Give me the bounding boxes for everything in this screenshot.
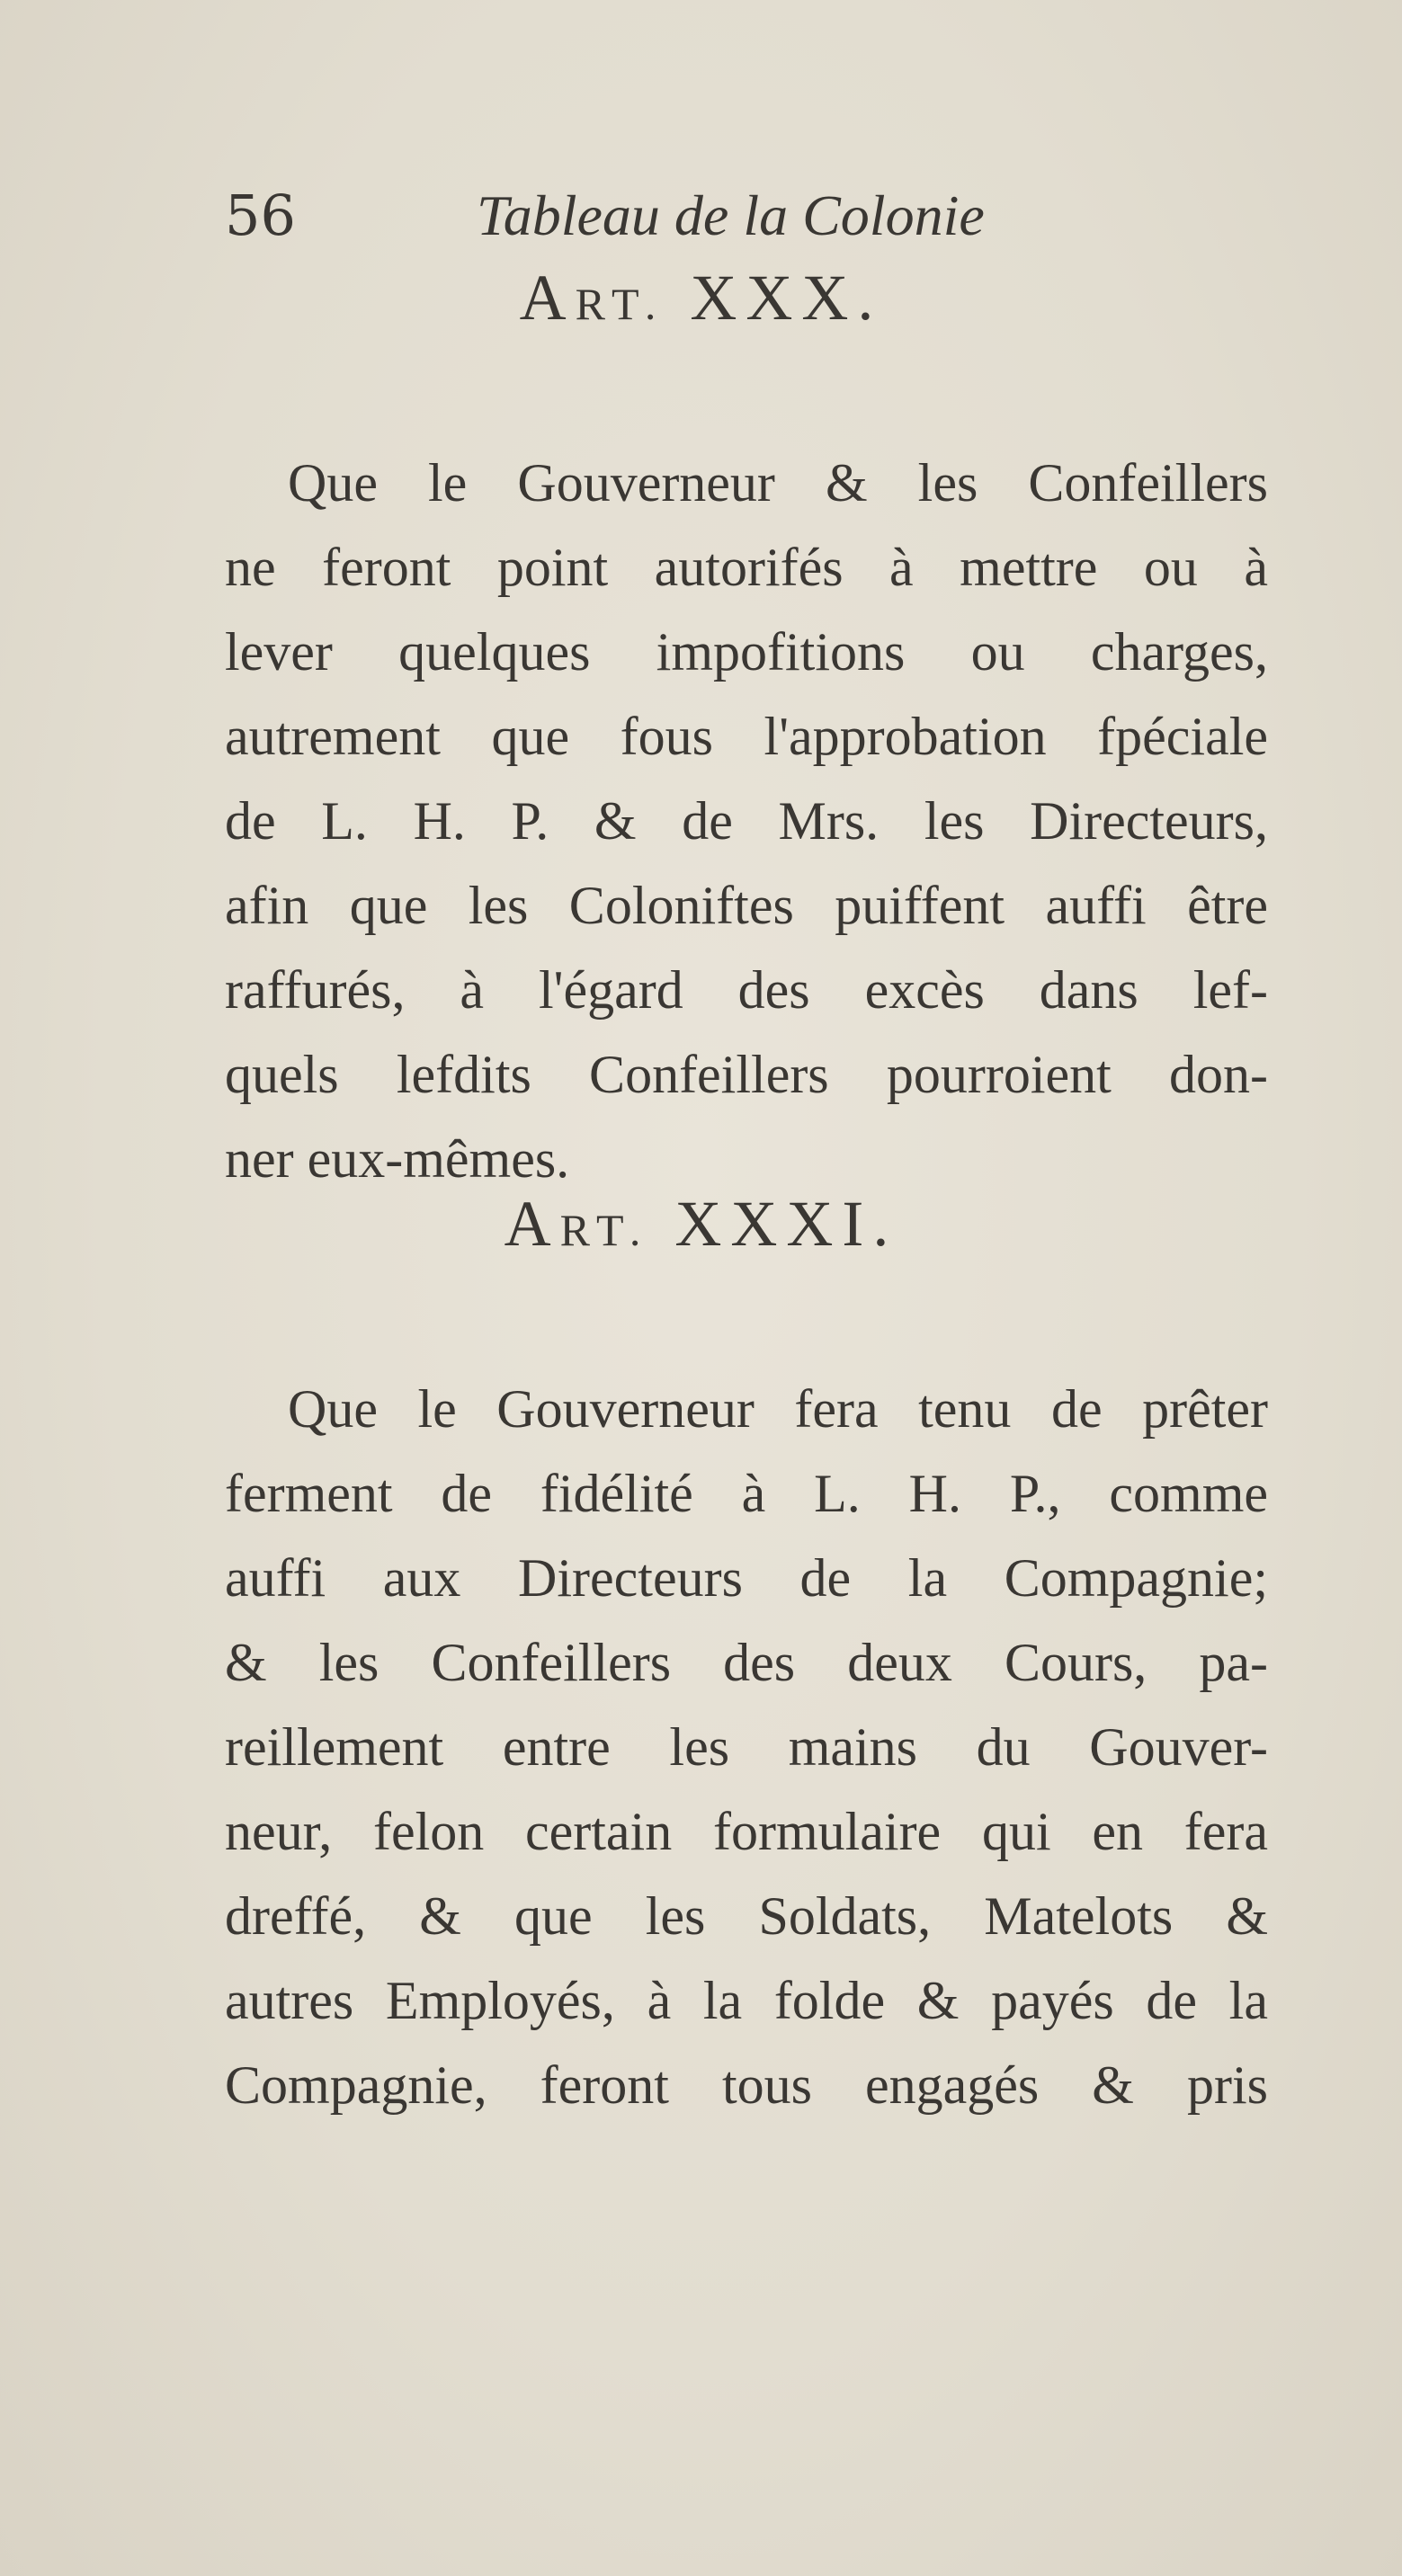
- text-line: quels lefdits Confeillers pourroient don-: [225, 1045, 1268, 1104]
- article-xxxi-text: [225, 1367, 1268, 2127]
- text-line: raffurés, à l'égard des excès dans lef-: [225, 960, 1268, 1020]
- text-line: lever quelques impofitions ou charges,: [225, 622, 1268, 682]
- article-heading-smallcaps: RT.: [575, 279, 665, 329]
- text-line: Compagnie, feront tous engagés & pris: [225, 2055, 1268, 2115]
- article-heading-xxx: [0, 261, 1402, 335]
- article-heading-numeral: XXXI.: [674, 1188, 898, 1260]
- text-line: ner eux-mêmes.: [225, 1129, 570, 1189]
- article-heading-smallcaps: RT.: [559, 1205, 650, 1255]
- text-line: Que le Gouverneur & les Confeillers: [288, 453, 1268, 513]
- page-number: 56: [225, 183, 296, 248]
- text-line: & les Confeillers des deux Cours, pa-: [225, 1633, 1268, 1692]
- article-xxx-text: [225, 441, 1268, 1201]
- text-line: autres Employés, à la folde & payés de la: [225, 1971, 1268, 2030]
- text-line: auffi aux Directeurs de la Compagnie;: [225, 1548, 1268, 1608]
- text-line: autrement que fous l'approbation fpéciale: [225, 707, 1268, 766]
- running-title: Tableau de la Colonie: [477, 183, 985, 247]
- article-heading-prefix: A: [504, 1188, 560, 1260]
- text-line: dreffé, & que les Soldats, Matelots &: [225, 1886, 1268, 1946]
- text-line: ferment de fidélité à L. H. P., comme: [225, 1464, 1268, 1523]
- running-head: [225, 171, 1124, 261]
- text-line: ne feront point autorifés à mettre ou à: [225, 538, 1268, 597]
- text-line: afin que les Coloniftes puiffent auffi être: [225, 876, 1268, 935]
- text-line: reillement entre les mains du Gouver-: [225, 1717, 1268, 1777]
- article-heading-prefix: A: [519, 262, 576, 334]
- text-line: de L. H. P. & de Mrs. les Directeurs,: [225, 791, 1268, 851]
- text-line: neur, felon certain formulaire qui en fera: [225, 1802, 1268, 1861]
- text-line: Que le Gouverneur fera tenu de prêter: [288, 1379, 1268, 1439]
- article-heading-numeral: XXX.: [690, 262, 883, 334]
- article-heading-xxxi: [0, 1187, 1402, 1261]
